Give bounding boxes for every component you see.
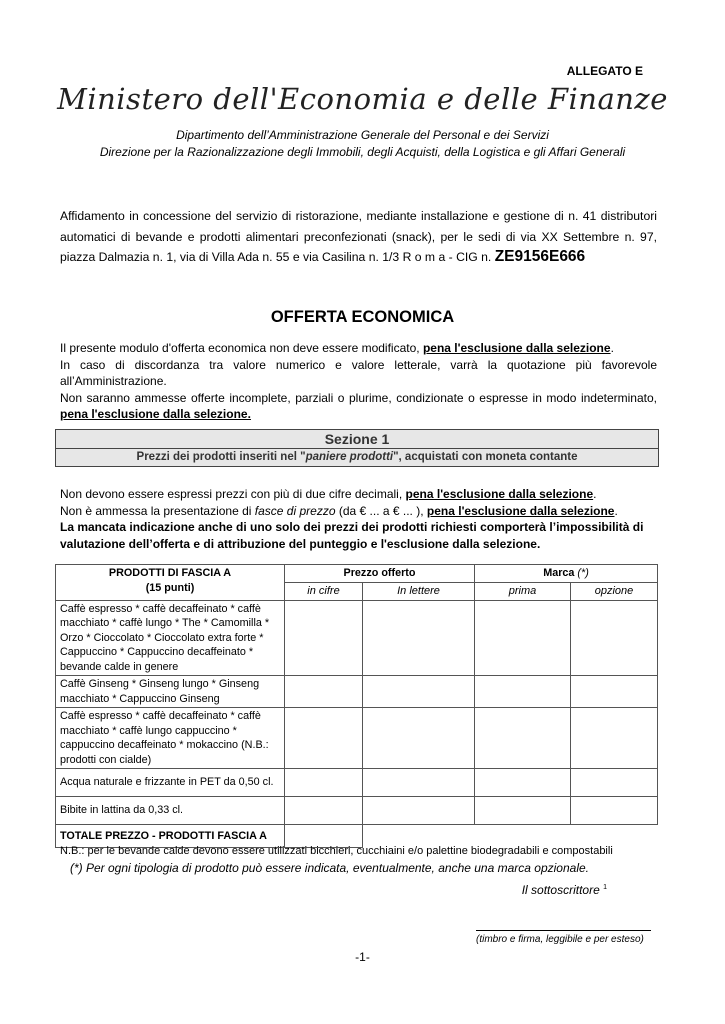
table-row (56, 676, 658, 708)
products-header-line-2: (15 punti) (145, 581, 195, 594)
rule-line-2: In caso di discordanza tra valore numerico e valore letterale, varrà la quotazione più favorevole all’Amministrazione. (60, 357, 657, 388)
department-line: Dipartimento dell’Amministrazione Generale del Personal e dei Servizi (176, 128, 549, 142)
rule-line-3 (60, 390, 657, 423)
price-letters-input[interactable] (363, 797, 475, 825)
warning-2-b: (da € ... a € ... ), (338, 503, 424, 518)
product-cell: Acqua naturale e frizzante in PET da 0,50 cl. (56, 769, 285, 797)
direction-line: Direzione per la Razionalizzazione degli Immobili, degli Acquisti, della Logistica e gli Affari Generali (99, 145, 626, 159)
section-subtitle (56, 449, 658, 466)
brand-option-input[interactable] (571, 797, 658, 825)
brand-first-input[interactable] (475, 600, 571, 676)
product-cell: Bibite in lattina da 0,33 cl. (56, 797, 285, 825)
rule-3-text: Non saranno ammesse offerte incomplete, parziali o plurime, condizionate o espresse in modo indeterminato, (60, 390, 657, 405)
product-cell: Caffè Ginseng * Ginseng lungo * Ginseng macchiato * Cappuccino Ginseng (56, 676, 285, 708)
warning-2-end: . (614, 503, 618, 518)
price-header: Prezzo offerto (285, 565, 475, 583)
signer-footnote-ref: 1 (603, 884, 607, 891)
page-number: -1- (355, 950, 370, 964)
signature-line[interactable] (476, 930, 651, 931)
price-letters-input[interactable] (363, 769, 475, 797)
brand-first-input[interactable] (475, 676, 571, 708)
signer-text: Il sottoscrittore (521, 883, 600, 897)
section-header (55, 429, 659, 467)
warning-2-em: fasce di prezzo (254, 503, 336, 518)
signer-label (522, 883, 607, 897)
subheader-first: prima (475, 583, 571, 601)
rule-3-exclusion: pena l'esclusione dalla selezione. (60, 407, 251, 421)
table-row (56, 708, 658, 769)
brand-first-input[interactable] (475, 797, 571, 825)
subheader-figures: in cifre (285, 583, 363, 601)
subheader-letters: In lettere (363, 583, 475, 601)
products-header (56, 565, 285, 601)
price-letters-input[interactable] (363, 676, 475, 708)
brand-header (475, 565, 658, 583)
warning-1-exclusion: pena l'esclusione dalla selezione (405, 487, 594, 501)
brand-first-input[interactable] (475, 769, 571, 797)
rule-line-1 (60, 340, 657, 357)
products-header-line-1: PRODOTTI DI FASCIA A (108, 567, 232, 579)
rules-paragraph (60, 340, 657, 423)
page-title: OFFERTA ECONOMICA (270, 308, 455, 326)
section-subtitle-em: paniere prodotti (305, 451, 394, 463)
warning-1-end: . (593, 487, 597, 501)
intro-text: Affidamento in concessione del servizio di ristorazione, mediante installazione e gestione di n. 41 distributori automatici di bevande e prodotti alimentari preconfezionati (snack), per le sedi di via XX Settembre n. 97, piazza Dalmazia n. 1, via di Villa Ada n. 55 e via Casilina n. 1/3 R o m a - CIG n. (60, 209, 657, 264)
price-figures-input[interactable] (285, 600, 363, 676)
price-letters-input[interactable] (363, 600, 475, 676)
brand-header-mark: (*) (577, 567, 589, 579)
brand-header-text: Marca (543, 567, 575, 579)
allegato-label: ALLEGATO E (566, 64, 643, 78)
warning-2 (60, 503, 660, 520)
price-letters-input[interactable] (363, 708, 475, 769)
product-cell: Caffè espresso * caffè decaffeinato * caffè macchiato * caffè lungo cappuccino * cappuccino decaffeinato * mokaccino (N.B.: prodotti con cialde) (56, 708, 285, 769)
cig-code: ZE9156E666 (494, 248, 586, 265)
brand-option-input[interactable] (571, 600, 658, 676)
warning-2-a: Non è ammessa la presentazione di (60, 503, 252, 518)
nb-note: N.B.: per le bevande calde devono essere utilizzati bicchieri, cucchiaini e/o palettine biodegradabili e compostabili (60, 845, 613, 857)
table-row (56, 600, 658, 676)
table-row (56, 797, 658, 825)
price-figures-input[interactable] (285, 769, 363, 797)
ministry-heading: Ministero dell'Economia e delle Finanze (57, 82, 668, 116)
brand-option-input[interactable] (571, 769, 658, 797)
warning-3: La mancata indicazione anche di uno solo dei prezzi dei prodotti richiesti comporterà l’impossibilità di valutazione dell’offerta e di attribuzione del punteggio e l'esclusione dalla selezione. (60, 520, 644, 551)
total-label: TOTALE PREZZO - PRODOTTI FASCIA A (56, 825, 285, 848)
section-subtitle-b: ", acquistati con moneta contante (393, 451, 578, 463)
warnings-paragraph (60, 486, 660, 552)
subheader-option: opzione (571, 583, 658, 601)
rule-1-end: . (610, 341, 614, 355)
brand-option-input[interactable] (571, 676, 658, 708)
intro-paragraph (60, 206, 657, 268)
table-row (56, 769, 658, 797)
brand-note: (*) Per ogni tipologia di prodotto può essere indicata, eventualmente, anche una marca opzionale. (70, 861, 589, 875)
price-figures-input[interactable] (285, 797, 363, 825)
rule-1-text: Il presente modulo d'offerta economica non deve essere modificato, (60, 341, 420, 355)
section-subtitle-a: Prezzi dei prodotti inseriti nel " (136, 451, 306, 463)
brand-first-input[interactable] (475, 708, 571, 769)
section-title: Sezione 1 (56, 430, 658, 449)
table-header-row (56, 565, 658, 583)
brand-option-input[interactable] (571, 708, 658, 769)
product-cell: Caffè espresso * caffè decaffeinato * caffè macchiato * caffè lungo * The * Camomilla * Orzo * Cioccolato * Cioccolato extra forte * Cappuccino * Cappuccino decaffeinato * bevande calde in genere (56, 600, 285, 676)
warning-2-exclusion: pena l'esclusione dalla selezione (426, 503, 615, 518)
warning-1-text: Non devono essere espressi prezzi con più di due cifre decimali, (60, 487, 403, 501)
signature-caption: (timbro e firma, leggibile e per esteso) (476, 934, 644, 945)
warning-1 (60, 486, 660, 503)
price-table (55, 564, 658, 848)
price-figures-input[interactable] (285, 676, 363, 708)
price-figures-input[interactable] (285, 708, 363, 769)
rule-1-exclusion: pena l'esclusione dalla selezione (422, 341, 611, 355)
